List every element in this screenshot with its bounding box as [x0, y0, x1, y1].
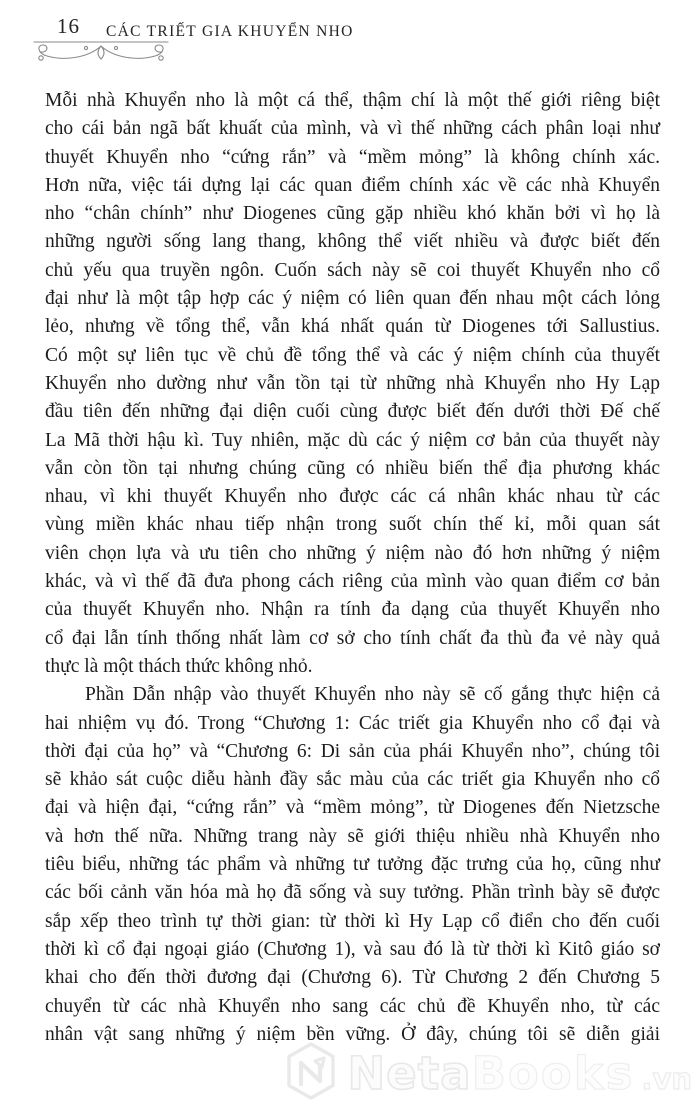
watermark-brand-secondary: Books: [471, 1047, 635, 1100]
text-line: cổ đại lẫn tính thống nhất làm cơ sở cho tính chất đa thù đa vẻ này quả: [45, 627, 660, 649]
text-line: tiêu biểu, những tác phẩm và những tư tưởng đặc trưng của họ, cũng như: [45, 854, 660, 876]
text-line: Phần Dẫn nhập vào thuyết Khuyển nho này sẽ cố gắng thực hiện cả: [85, 684, 660, 706]
netabooks-watermark: [284, 1041, 692, 1106]
text-line: thuyết Khuyển nho “cứng rắn” và “mềm mỏng” là không chính xác.: [45, 146, 660, 168]
text-line: cho cái bản ngã bất khuất của mình, và vì thế những cách phân loại như: [45, 118, 660, 140]
text-line: vẫn còn tồn tại nhưng chúng cũng có nhiều biến thể địa phương khác: [45, 457, 660, 479]
text-line: đại và hiện đại, “cứng rắn” và “mềm mỏng”, từ Diogenes đến Nietzsche: [45, 797, 660, 819]
text-line: Khuyển nho dường như vẫn tồn tại từ những nhà Khuyển nho Hy Lạp: [45, 372, 660, 394]
text-line: vùng miền khác nhau tiếp nhận trong suốt chín thế kỉ, mỗi quan sát: [45, 514, 660, 536]
text-line: lẻo, nhưng về tổng thể, vẫn khá nhất quán từ Diogenes tới Sallustius.: [45, 316, 660, 338]
text-line: Có một sự liên tục về chủ đề tổng thể và các ý niệm chính của thuyết: [45, 344, 660, 366]
text-line: hai nhiệm vụ đó. Trong “Chương 1: Các triết gia Khuyển nho cổ đại và: [45, 712, 660, 734]
text-line: Hơn nữa, việc tái dựng lại các quan điểm chính xác về các nhà Khuyển: [45, 174, 660, 196]
text-line: viên chọn lựa và ưu tiên cho những ý niệm nào đó hơn những ý niệm: [45, 542, 660, 564]
text-line: đầu tiên đến những đại diện cuối cùng được biết đến dưới thời Đế chế: [45, 401, 660, 423]
text-line: và hơn thế nữa. Những trang này sẽ giới thiệu nhiều nhà Khuyển nho: [45, 825, 660, 847]
text-line: nhau, vì khi thuyết Khuyển nho được các cá nhân khác nhau từ các: [45, 486, 660, 508]
running-header-title: CÁC TRIẾT GIA KHUYỂN NHO: [106, 23, 354, 40]
text-line: sẽ khảo sát cuộc diễu hành đầy sắc màu của các triết gia Khuyển nho cổ: [45, 769, 660, 791]
text-line: thực là một thách thức không nhỏ.: [45, 655, 313, 677]
text-line: khai cho đến thời đương đại (Chương 6). Từ Chương 2 đến Chương 5: [45, 967, 660, 989]
netabooks-hexagon-logo-icon: [284, 1041, 338, 1106]
header-flourish-ornament-icon: [30, 38, 172, 73]
text-column: [45, 87, 660, 1049]
watermark-brand-primary: Neta: [347, 1047, 472, 1100]
text-line: của thuyết Khuyển nho. Nhận ra tính đa dạng của thuyết Khuyển nho: [45, 599, 660, 621]
text-line: chuyển từ các nhà Khuyển nho sang các chủ đề Khuyển nho, từ các: [45, 995, 660, 1017]
text-line: La Mã thời hậu kì. Tuy nhiên, mặc dù các ý niệm cơ bản của thuyết này: [45, 429, 660, 451]
netabooks-wordmark: [348, 1047, 692, 1100]
watermark-brand-tld: .vn: [641, 1062, 692, 1096]
text-line: các bối cảnh văn hóa mà họ đã sống và suy tưởng. Phần trình bày sẽ được: [45, 882, 660, 904]
text-line: sắp xếp theo trình tự thời gian: từ thời kì Hy Lạp cổ điển cho đến cuối: [45, 910, 660, 932]
text-line: khác, và vì thế đã đưa phong cách riêng của mình vào quan điểm cơ bản: [45, 571, 660, 593]
text-line: Mỗi nhà Khuyển nho là một cá thể, thậm chí là một thế giới riêng biệt: [45, 90, 660, 111]
page-number: 16: [57, 14, 80, 38]
text-line: thời đại của họ” và “Chương 6: Di sản của phái Khuyển nho”, chúng tôi: [45, 740, 660, 762]
text-line: đại như là một tập hợp các ý niệm có liên quan đến nhau một cách lỏng: [45, 288, 660, 310]
text-line: thời kì cổ đại ngoại giáo (Chương 1), và sau đó là từ thời kì Kitô giáo sơ: [45, 938, 660, 960]
text-line: những người sống lang thang, không thể viết nhiều và được biết đến: [45, 231, 660, 253]
text-line: nho “chân chính” như Diogenes cũng gặp nhiều khó khăn bởi vì họ là: [45, 203, 660, 225]
text-line: nhân vật sang những ý niệm bền vững. Ở đây, chúng tôi sẽ diễn giải: [45, 1023, 660, 1045]
text-line: chủ yếu qua truyền ngôn. Cuốn sách này sẽ coi thuyết Khuyển nho cổ: [45, 259, 660, 281]
